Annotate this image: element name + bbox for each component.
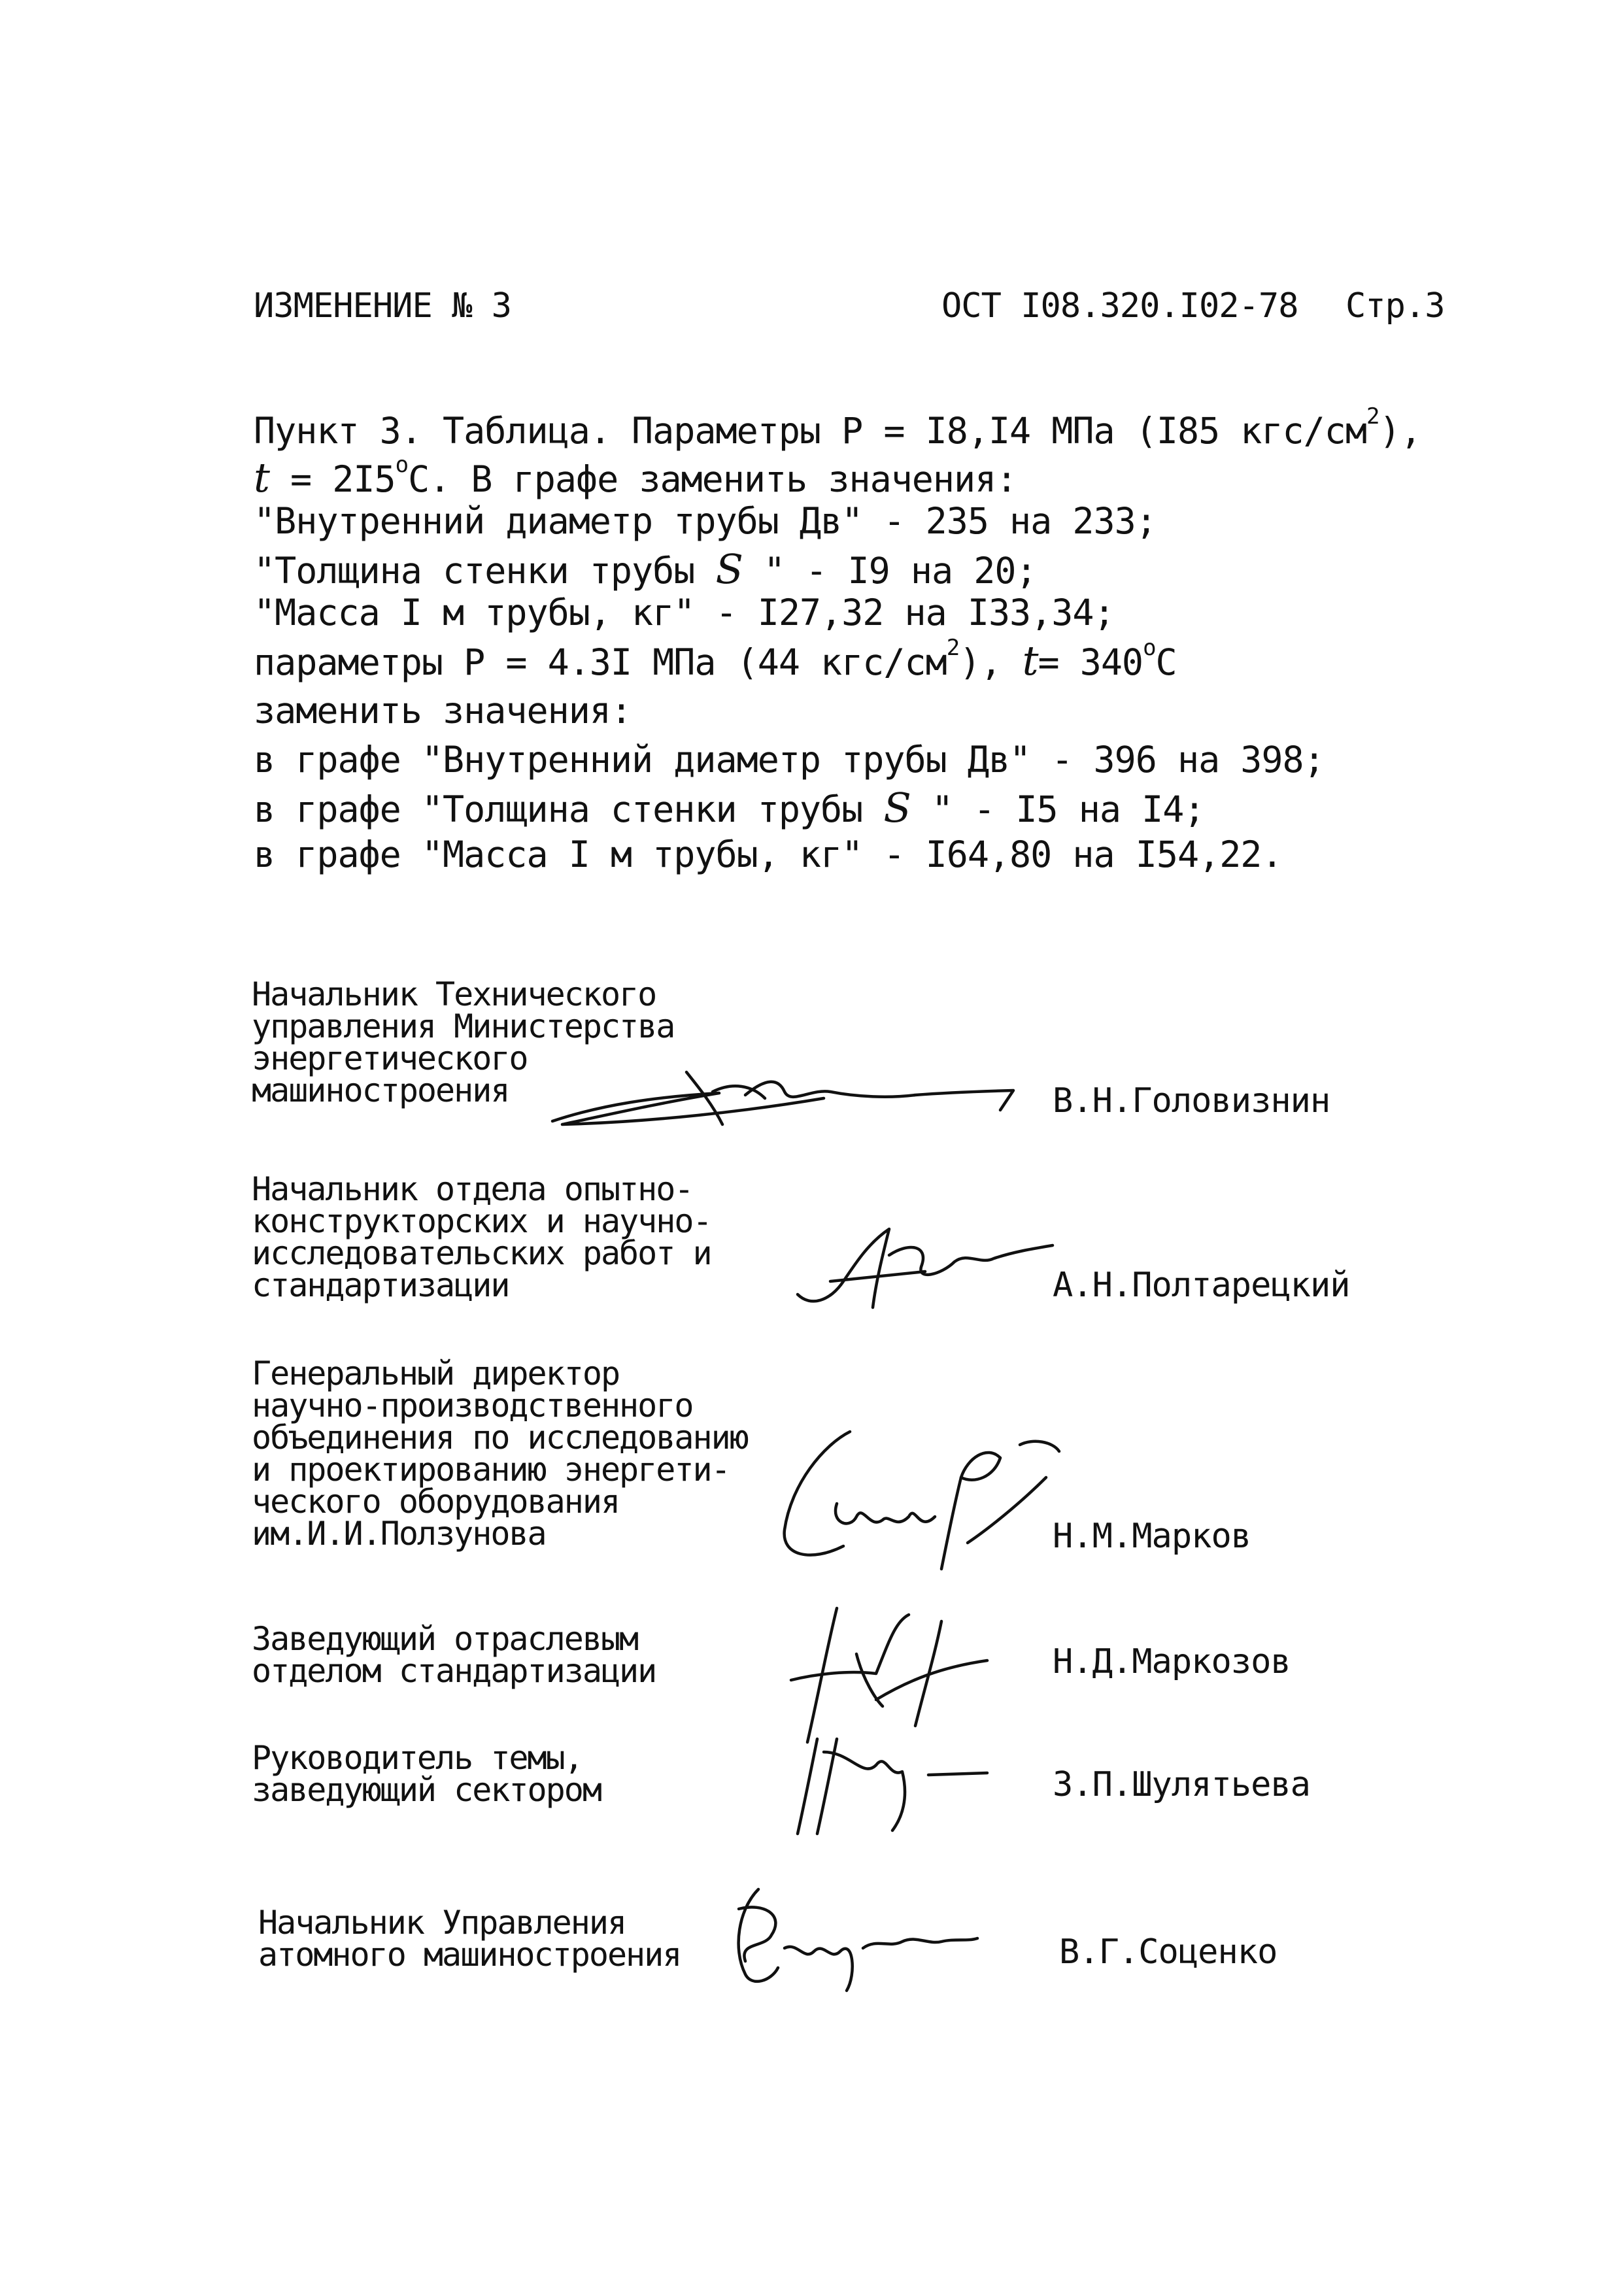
signatory-title-line: Начальник Управления <box>258 1904 626 1942</box>
signatory-title-line: Заведующий отраслевым <box>252 1620 638 1658</box>
body-line-10: в графе "Масса I м трубы, кг" - I64,80 на I54,22. <box>254 834 1283 875</box>
signature-shulyatyeva <box>778 1726 1000 1837</box>
signatory-name: В.Г.Соценко <box>1059 1932 1277 1972</box>
signature-markozov <box>778 1595 1026 1745</box>
signatory-name: А.Н.Полтарецкий <box>1053 1266 1350 1305</box>
signatory-name: З.П.Шулятьева <box>1053 1765 1310 1804</box>
signatory-title-line: им.И.И.Ползунова <box>252 1515 546 1553</box>
signature-markov <box>771 1406 1085 1576</box>
signatory-title-line: машиностроения <box>252 1071 509 1109</box>
body-line-5: "Масса I м трубы, кг" - I27,32 на I33,34; <box>254 592 1115 633</box>
thickness-symbol: S <box>715 545 743 593</box>
signatory-title-line: атомного машиностроения <box>258 1936 681 1974</box>
signatory-name: Н.Д.Маркозов <box>1053 1642 1291 1681</box>
signature-poltaretsky <box>785 1216 1059 1314</box>
body-line-4: "Толщина стенки трубы S " - I9 на 20; <box>254 545 1037 593</box>
body-line-3: "Внутренний диаметр трубы Дв" - 235 на 233; <box>254 500 1157 542</box>
signatory-title-line: стандартизации <box>252 1266 509 1304</box>
signatory-title-line: исследовательских работ и <box>252 1234 711 1272</box>
body-line-6: параметры P = 4.3I МПа (44 кгс/$см^2$), $t= 340^оС$ <box>254 635 1177 684</box>
signatory-title-line: Начальник отдела опытно- <box>252 1170 693 1208</box>
signatory-title-line: научно-производственного <box>252 1387 693 1424</box>
temperature-symbol: t <box>254 454 269 501</box>
temperature-symbol: t <box>1022 637 1038 684</box>
signatory-title-line: объединения по исследованию <box>252 1419 748 1457</box>
signature-goloviznin <box>549 1059 1020 1138</box>
body-line-9: в графе "Толщина стенки трубы S " - I5 на I4; <box>254 784 1205 832</box>
signatory-title-line: заведующий сектором <box>252 1771 601 1809</box>
signatory-title-line: ческого оборудования <box>252 1483 620 1521</box>
body-line-2: $t = 2I5^оС$. В графе заменить значения: <box>254 452 1017 501</box>
page-number: Стр.3 <box>1345 286 1445 326</box>
signatory-name: Н.М.Марков <box>1053 1517 1251 1556</box>
body-line-1: Пункт 3. Таблица. Параметры P = I8,I4 МПа (I85 кгс/$см^2$), <box>254 403 1421 452</box>
body-line-8: в графе "Внутренний диаметр трубы Дв" - 396 на 398; <box>254 739 1325 781</box>
signature-sotsenko <box>700 1876 987 1994</box>
signatory-title-line: управления Министерства <box>252 1007 675 1045</box>
signatory-title-line: Генеральный директор <box>252 1355 620 1392</box>
body-line-7: заменить значения: <box>254 690 632 732</box>
signatory-title-line: отделом стандартизации <box>252 1652 656 1690</box>
signatory-title-line: энергетического <box>252 1039 528 1077</box>
signatory-title-line: Руководитель темы, <box>252 1739 583 1777</box>
signatory-title-line: конструкторских и научно- <box>252 1202 711 1240</box>
change-number: ИЗМЕНЕНИЕ № 3 <box>254 286 511 326</box>
standard-number: ОСТ I08.320.I02-78 <box>941 286 1298 326</box>
signatory-title-line: и проектированию энергети- <box>252 1451 730 1489</box>
signatory-name: В.Н.Головизнин <box>1053 1081 1330 1121</box>
thickness-symbol: S <box>883 784 911 832</box>
signatory-title-line: Начальник Технического <box>252 975 656 1013</box>
